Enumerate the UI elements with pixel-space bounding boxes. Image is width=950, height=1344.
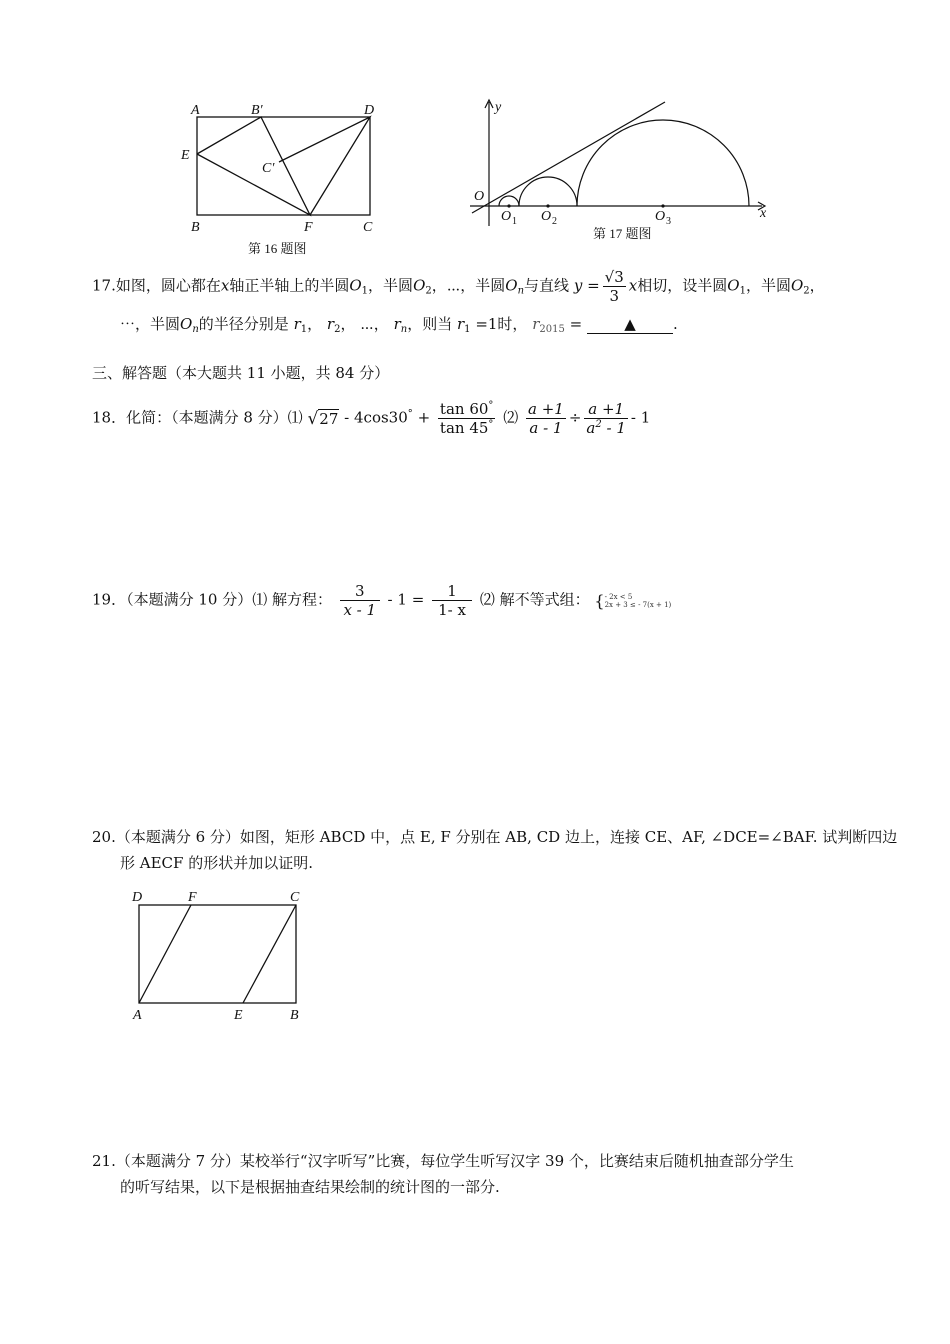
- answer-blank: ▲: [587, 315, 673, 334]
- subscript-3: 3: [666, 216, 671, 227]
- q21-line1: 21.（本题满分 7 分）某校举行“汉字听写”比赛，每位学生听写汉字 39 个，比赛结束后随机抽查部分学生: [92, 1152, 794, 1170]
- sqrt-27: √27: [307, 408, 339, 429]
- label-A: A: [133, 1008, 142, 1023]
- label-D: D: [364, 103, 375, 118]
- rectangle-abcd: [139, 905, 296, 1003]
- label-origin: O: [474, 189, 485, 204]
- figure-16: [170, 96, 390, 261]
- q18: 18．化简：（本题满分 8 分）⑴ √27 - 4cos30° + $\frac{\tan 60^\circ}{\tan 45^\circ}$ ⑵ $\frac{a +1}{a - 1}$ ÷ $\frac{a +1}{a^2 - 1}$ - 1: [92, 400, 651, 437]
- q20-line1: 20.（本题满分 6 分）如图，矩形 ABCD 中，点 E, F 分别在 AB, CD 边上，连接 CE、AF, ∠DCE=∠BAF. 试判断四边: [92, 828, 898, 846]
- label-O1: O: [501, 209, 512, 224]
- tangent-line: [472, 102, 665, 213]
- figure-17-caption: 第 17 题图: [593, 226, 652, 241]
- tan-fraction: $\frac{\tan 60^\circ}{\tan 45^\circ}$: [439, 400, 494, 437]
- label-y: y: [495, 100, 502, 115]
- q20-line2: 形 AECF 的形状并加以证明.: [120, 854, 313, 872]
- segment-EC: [243, 905, 296, 1003]
- fraction-1-over-1-minus-x: $\frac{1}{1- x}$: [432, 582, 472, 619]
- center-O2: [546, 204, 549, 207]
- subscript-1: 1: [512, 216, 517, 227]
- fraction-a-plus-1-over-a-squared-minus-1: $\frac{a +1}{a^2 - 1}$: [586, 400, 626, 437]
- label-B-prime: B′: [251, 103, 263, 118]
- triangle-dfc-prime: [279, 117, 370, 215]
- figure-17: [462, 96, 782, 246]
- subscript-2: 2: [552, 216, 557, 227]
- segment-AF: [139, 905, 191, 1003]
- center-O3: [661, 204, 664, 207]
- fraction-3-over-x-minus-1: $\frac{3}{x - 1}$: [340, 582, 380, 619]
- label-C: C: [363, 220, 373, 235]
- label-O2: O: [541, 209, 552, 224]
- label-A: A: [191, 103, 200, 118]
- fraction-a-plus-1-over-a-minus-1: $\frac{a +1}{a - 1}$: [528, 400, 564, 437]
- figure-16-caption: 第 16 题图: [248, 241, 307, 256]
- label-E: E: [181, 148, 190, 163]
- q21-line2: 的听写结果，以下是根据抽查结果绘制的统计图的一部分.: [120, 1178, 500, 1196]
- figure-20: [128, 886, 318, 1026]
- section-3-heading: 三、解答题（本大题共 11 小题，共 84 分）: [92, 364, 390, 382]
- label-B: B: [290, 1008, 299, 1023]
- q17-line2: ⋯，半圆$O_n$的半径分别是 $r_1$， $r_2$， ⋯， $r_n$，则当 $r_1 =1$时， $r_{2015}$ = ▲ .: [120, 315, 678, 335]
- label-F: F: [304, 220, 313, 235]
- folded-triangle: [197, 117, 310, 215]
- sqrt3-over-3: $\frac{√3}{3}$: [604, 268, 624, 305]
- label-B: B: [191, 220, 200, 235]
- semicircle-3: [577, 120, 749, 206]
- label-O3: O: [655, 209, 666, 224]
- label-E: E: [234, 1008, 243, 1023]
- q19: 19．（本题满分 10 分）⑴ 解方程： $\frac{3}{x - 1}$ - 1 = $\frac{1}{1- x}$ ⑵ 解不等式组： {- 2x < 5 2x + 3 ≤ - 7(x + 1): [92, 582, 672, 619]
- q17-line1: 17.如图，圆心都在x轴正半轴上的半圆$O_1$，半圆$O_2$，⋯，半圆$O_n$与直线 y = $\frac{√3}{3}$ x相切，设半圆$O_1$，半圆$O_2$，: [92, 268, 825, 305]
- center-O1: [507, 204, 510, 207]
- label-C: C: [290, 890, 300, 905]
- label-x: x: [760, 206, 767, 221]
- inequality-system: {- 2x < 5 2x + 3 ≤ - 7(x + 1): [594, 591, 672, 611]
- label-F: F: [188, 890, 197, 905]
- label-C-prime: C′: [262, 161, 275, 176]
- label-D: D: [132, 890, 143, 905]
